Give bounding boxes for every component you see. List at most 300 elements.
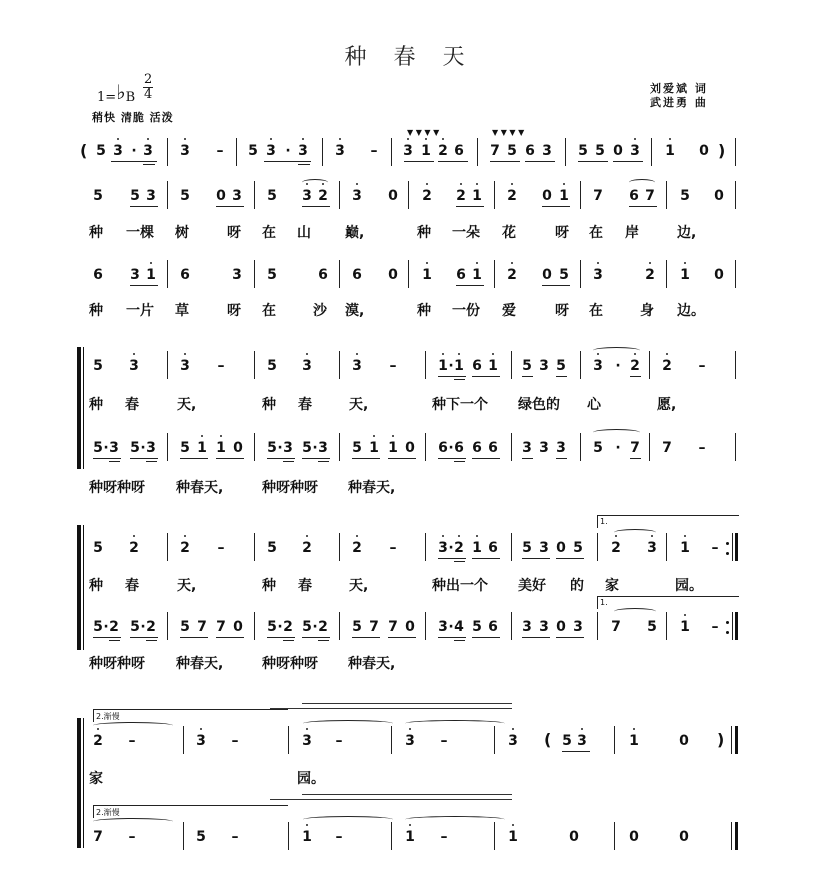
lyricist: 刘爱斌 词 bbox=[650, 82, 708, 95]
note: 5 bbox=[573, 540, 583, 556]
lyric: 呀 bbox=[227, 225, 241, 241]
note: · bbox=[140, 619, 146, 635]
lyric: 绿色的 bbox=[518, 397, 560, 413]
chorus2-upper-notes bbox=[0, 537, 819, 567]
lyric: 心 bbox=[587, 397, 601, 413]
lyric: 园。 bbox=[297, 771, 325, 787]
note: 3 bbox=[300, 358, 314, 374]
note: 2 bbox=[420, 188, 434, 204]
lyric: 天, bbox=[349, 397, 369, 413]
volta-2-lower bbox=[93, 805, 288, 818]
note: · bbox=[312, 440, 318, 456]
note: 2 bbox=[505, 188, 519, 204]
note: 3 bbox=[591, 358, 605, 374]
note: 0 bbox=[679, 733, 689, 749]
note: 0 bbox=[714, 188, 724, 204]
note: 2 bbox=[300, 540, 314, 556]
lyric: 沙 bbox=[313, 303, 327, 319]
note: 1 bbox=[678, 267, 692, 283]
note: 0 bbox=[542, 267, 552, 283]
tie bbox=[405, 720, 505, 727]
note: 3 bbox=[264, 143, 278, 159]
note: 0 bbox=[629, 829, 639, 845]
lyric: 家 bbox=[89, 771, 103, 787]
note: – bbox=[711, 619, 719, 635]
volta-1 bbox=[597, 515, 739, 528]
note: – bbox=[231, 733, 239, 749]
note: 3 bbox=[522, 440, 532, 456]
note: 0 bbox=[405, 619, 415, 635]
note: · bbox=[615, 358, 621, 374]
note: 3 bbox=[506, 733, 520, 749]
verse-line2-lyrics bbox=[0, 300, 819, 330]
note: 7 bbox=[216, 619, 226, 635]
tie bbox=[629, 179, 655, 186]
note: 2 bbox=[283, 619, 293, 635]
chorus2-lower-lyrics bbox=[0, 653, 819, 683]
lyric: 树 bbox=[175, 225, 189, 241]
note: 5 bbox=[647, 619, 657, 635]
note: 2 bbox=[436, 143, 450, 159]
lyric: 天, bbox=[349, 578, 369, 594]
lyric: 春 bbox=[125, 397, 139, 413]
note: 5 bbox=[267, 267, 277, 283]
lyric: 一朵 bbox=[452, 225, 480, 241]
note: 5 bbox=[507, 143, 517, 159]
note: 3 bbox=[232, 188, 242, 204]
note: 5 bbox=[180, 619, 190, 635]
lyric: 草 bbox=[175, 303, 189, 319]
repeat-dot bbox=[726, 542, 729, 545]
note: 1 bbox=[403, 829, 417, 845]
lyric: 呀 bbox=[555, 303, 569, 319]
note: 0 bbox=[388, 188, 398, 204]
note: 1 bbox=[627, 733, 641, 749]
note: 0 bbox=[233, 440, 243, 456]
note: 5 bbox=[302, 440, 312, 456]
note: 2 bbox=[178, 540, 192, 556]
lyric: 家 bbox=[605, 578, 619, 594]
hairpin-line bbox=[270, 708, 512, 709]
note: 1 bbox=[195, 440, 209, 456]
lyric: 边, bbox=[677, 225, 697, 241]
note: – bbox=[698, 358, 706, 374]
note: 0 bbox=[542, 188, 552, 204]
note: · bbox=[103, 619, 109, 635]
lyric: 美好 bbox=[518, 578, 546, 594]
note: 3 bbox=[522, 619, 532, 635]
lyric: 山 bbox=[297, 225, 311, 241]
close-paren: ) bbox=[718, 141, 726, 160]
song-title: 种 春 天 bbox=[344, 45, 475, 70]
note: 2 bbox=[628, 358, 642, 374]
hairpin-line bbox=[270, 799, 512, 800]
note: 1 bbox=[214, 440, 228, 456]
note: 2 bbox=[91, 733, 105, 749]
note: 3 bbox=[628, 143, 642, 159]
lyric: 在 bbox=[589, 225, 603, 241]
note: 3 bbox=[111, 143, 125, 159]
lyric: 种 bbox=[89, 225, 103, 241]
note: 5 bbox=[180, 440, 190, 456]
note: 3 bbox=[178, 143, 192, 159]
note: – bbox=[389, 358, 397, 374]
note: 0 bbox=[405, 440, 415, 456]
verse-line2-notes bbox=[0, 264, 819, 294]
lyric: 种 bbox=[262, 397, 276, 413]
lyric: 花 bbox=[502, 225, 516, 241]
note: 3 bbox=[539, 540, 549, 556]
note: · bbox=[312, 619, 318, 635]
note: 5 bbox=[93, 188, 103, 204]
lyric: 呀 bbox=[227, 303, 241, 319]
note: 0 bbox=[233, 619, 243, 635]
note: – bbox=[389, 540, 397, 556]
key-prefix: 1= bbox=[97, 90, 117, 105]
note: 6 bbox=[488, 619, 498, 635]
note: 3 bbox=[539, 358, 549, 374]
note: 7 bbox=[388, 619, 398, 635]
note: 1 bbox=[557, 188, 571, 204]
close-paren: ) bbox=[717, 730, 725, 749]
note: 5 bbox=[267, 188, 277, 204]
note: 2 bbox=[350, 540, 364, 556]
lyric: 一份 bbox=[452, 303, 480, 319]
lyric: 种出一个 bbox=[432, 578, 488, 594]
verse-line1-notes bbox=[0, 185, 819, 215]
final-barline bbox=[735, 726, 738, 754]
note: 3 bbox=[539, 619, 549, 635]
note: 5 bbox=[267, 619, 277, 635]
note: 5 bbox=[93, 358, 103, 374]
note: – bbox=[711, 540, 719, 556]
note: 5 bbox=[562, 733, 572, 749]
note: 3 bbox=[556, 440, 566, 456]
volta-label: 1. bbox=[600, 517, 608, 526]
note: 5 bbox=[130, 188, 140, 204]
open-paren: ( bbox=[80, 141, 88, 160]
tie bbox=[303, 720, 393, 727]
tie bbox=[405, 816, 505, 823]
repeat-barline bbox=[735, 612, 738, 640]
lyric: 一棵 bbox=[126, 225, 154, 241]
note: 3 bbox=[141, 143, 155, 159]
note: 6 bbox=[352, 267, 362, 283]
note: 7 bbox=[369, 619, 379, 635]
note: 1 bbox=[470, 188, 484, 204]
note: – bbox=[370, 143, 378, 159]
lyric: 一片 bbox=[126, 303, 154, 319]
tempo-marking: 稍快 清脆 活泼 bbox=[92, 111, 174, 124]
lyric: 种 bbox=[89, 397, 103, 413]
lyric: 种春天, bbox=[176, 656, 224, 672]
note: 0 bbox=[556, 619, 566, 635]
repeat-dot bbox=[726, 621, 729, 624]
note: 5 bbox=[130, 619, 140, 635]
note: 0 bbox=[714, 267, 724, 283]
note: 6 bbox=[318, 267, 328, 283]
accent-marks: ▼ ▼ ▼ ▼ bbox=[492, 128, 525, 137]
note: · bbox=[448, 440, 454, 456]
note: 3 bbox=[401, 143, 415, 159]
note: 3 bbox=[403, 733, 417, 749]
note: 6 bbox=[180, 267, 190, 283]
lyric: 种呀种呀 bbox=[89, 480, 145, 496]
note: – bbox=[216, 143, 224, 159]
note: 3 bbox=[542, 143, 552, 159]
note: 3 bbox=[350, 188, 364, 204]
tie bbox=[93, 722, 173, 729]
note: – bbox=[217, 540, 225, 556]
chorus1-lower-notes bbox=[0, 437, 819, 467]
note: 5 bbox=[93, 619, 103, 635]
note: 2 bbox=[109, 619, 119, 635]
chorus2-lower-notes bbox=[0, 616, 819, 646]
verse-line1-lyrics bbox=[0, 222, 819, 252]
note: 1 bbox=[452, 358, 466, 374]
note: 1 bbox=[420, 267, 434, 283]
note: 5 bbox=[472, 619, 482, 635]
note: 5 bbox=[522, 358, 532, 374]
tie bbox=[614, 608, 656, 615]
volta-label: 2.渐慢 bbox=[96, 712, 120, 721]
note: 3 bbox=[575, 733, 589, 749]
note: 4 bbox=[454, 619, 464, 635]
note: · bbox=[448, 619, 454, 635]
note: 1 bbox=[367, 440, 381, 456]
note: 6 bbox=[454, 143, 464, 159]
lyric: 种下一个 bbox=[432, 397, 488, 413]
note: 3 bbox=[438, 619, 448, 635]
volta-2 bbox=[93, 709, 288, 722]
note: 0 bbox=[613, 143, 623, 159]
note: 3 bbox=[318, 440, 328, 456]
lyric: 种 bbox=[89, 303, 103, 319]
note: 5 bbox=[680, 188, 690, 204]
note: 3 bbox=[296, 143, 310, 159]
note: 3 bbox=[300, 188, 314, 204]
note: 5 bbox=[267, 440, 277, 456]
key-note: B bbox=[125, 90, 136, 105]
note: 1 bbox=[506, 829, 520, 845]
note: 5 bbox=[93, 540, 103, 556]
note: 6 bbox=[629, 188, 639, 204]
note: 5 bbox=[593, 440, 603, 456]
note: 3 bbox=[146, 440, 156, 456]
note: 7 bbox=[630, 440, 640, 456]
note: 1 bbox=[663, 143, 677, 159]
lyric: 在 bbox=[262, 303, 276, 319]
note: · bbox=[277, 440, 283, 456]
note: 3 bbox=[300, 733, 314, 749]
note: · bbox=[448, 540, 454, 556]
ending-lower-notes bbox=[0, 826, 819, 856]
lyric: 春 bbox=[298, 578, 312, 594]
note: 1 bbox=[678, 619, 692, 635]
lyric: 园。 bbox=[675, 578, 703, 594]
lyric: 种 bbox=[262, 578, 276, 594]
note: 5 bbox=[522, 540, 532, 556]
tie bbox=[302, 179, 328, 186]
note: · bbox=[140, 440, 146, 456]
note: 0 bbox=[556, 540, 566, 556]
note: 2 bbox=[505, 267, 519, 283]
note: 0 bbox=[216, 188, 226, 204]
note: 5 bbox=[352, 440, 362, 456]
note: 0 bbox=[699, 143, 709, 159]
note: 1 bbox=[386, 440, 400, 456]
key-signature bbox=[97, 82, 135, 106]
note: 3 bbox=[109, 440, 119, 456]
note: 6 bbox=[456, 267, 466, 283]
credits bbox=[650, 82, 708, 110]
note: 5 bbox=[267, 358, 277, 374]
note: – bbox=[440, 829, 448, 845]
note: – bbox=[217, 358, 225, 374]
note: 7 bbox=[662, 440, 672, 456]
tie bbox=[93, 818, 173, 825]
lyric: 春 bbox=[125, 578, 139, 594]
note: 6 bbox=[488, 540, 498, 556]
note: · bbox=[615, 440, 621, 456]
repeat-dot bbox=[726, 552, 729, 555]
lyric: 岸 bbox=[625, 225, 639, 241]
time-top: 2 bbox=[144, 72, 153, 87]
lyric: 在 bbox=[589, 303, 603, 319]
chorus1-lower-lyrics bbox=[0, 477, 819, 507]
chorus1-upper-notes bbox=[0, 355, 819, 385]
final-barline bbox=[735, 822, 738, 850]
note: · bbox=[448, 358, 454, 374]
note: 0 bbox=[569, 829, 579, 845]
lyric: 身 bbox=[640, 303, 654, 319]
note: 5 bbox=[556, 358, 566, 374]
note: 2 bbox=[660, 358, 674, 374]
note: 6 bbox=[472, 358, 482, 374]
note: 5 bbox=[96, 143, 106, 159]
note: 5 bbox=[578, 143, 588, 159]
note: 1 bbox=[144, 267, 158, 283]
note: 7 bbox=[93, 829, 103, 845]
note: 1 bbox=[470, 540, 484, 556]
note: 6 bbox=[488, 440, 498, 456]
note: · bbox=[277, 619, 283, 635]
note: 3 bbox=[436, 540, 450, 556]
lyric: 春 bbox=[298, 397, 312, 413]
note: 7 bbox=[490, 143, 500, 159]
lyric: 呀 bbox=[555, 225, 569, 241]
note: – bbox=[698, 440, 706, 456]
note: 3 bbox=[283, 440, 293, 456]
note: 6 bbox=[454, 440, 464, 456]
note: 1 bbox=[300, 829, 314, 845]
note: 3 bbox=[127, 358, 141, 374]
note: – bbox=[335, 829, 343, 845]
note: 6 bbox=[525, 143, 535, 159]
lyric: 种春天, bbox=[348, 656, 396, 672]
repeat-barline bbox=[735, 533, 738, 561]
chorus1-upper-lyrics bbox=[0, 394, 819, 424]
note: 5 bbox=[248, 143, 258, 159]
lyric: 种呀种呀 bbox=[89, 656, 145, 672]
lyric: 巅, bbox=[345, 225, 365, 241]
lyric: 在 bbox=[262, 225, 276, 241]
tie bbox=[593, 429, 640, 436]
lyric: 愿, bbox=[657, 397, 677, 413]
note: 2 bbox=[127, 540, 141, 556]
note: 2 bbox=[318, 619, 328, 635]
note: 3 bbox=[591, 267, 605, 283]
note: 3 bbox=[178, 358, 192, 374]
composer: 武进勇 曲 bbox=[650, 96, 708, 109]
note: 2 bbox=[609, 540, 623, 556]
note: 3 bbox=[146, 188, 156, 204]
note: 1 bbox=[470, 267, 484, 283]
lyric: 边。 bbox=[677, 303, 705, 319]
note: 1 bbox=[486, 358, 500, 374]
lyric: 天, bbox=[177, 578, 197, 594]
note: 0 bbox=[679, 829, 689, 845]
note: 5 bbox=[93, 440, 103, 456]
time-signature bbox=[143, 73, 153, 102]
lyric: 种呀种呀 bbox=[262, 480, 318, 496]
note: 6 bbox=[93, 267, 103, 283]
note: · bbox=[103, 440, 109, 456]
intro-row bbox=[0, 128, 819, 168]
note: 1 bbox=[436, 358, 450, 374]
ending-upper-lyrics bbox=[0, 768, 819, 798]
lyric: 漠, bbox=[345, 303, 365, 319]
note: – bbox=[440, 733, 448, 749]
note: · bbox=[285, 143, 291, 159]
note: 5 bbox=[180, 188, 190, 204]
tie bbox=[593, 347, 640, 354]
note: 3 bbox=[130, 267, 140, 283]
note: 5 bbox=[267, 540, 277, 556]
tie bbox=[614, 529, 656, 536]
note: 6 bbox=[472, 440, 482, 456]
note: 3 bbox=[232, 267, 242, 283]
note: 3 bbox=[350, 358, 364, 374]
note: 3 bbox=[573, 619, 583, 635]
flat-symbol: ♭ bbox=[116, 80, 126, 104]
lyric: 种春天, bbox=[348, 480, 396, 496]
lyric: 天, bbox=[177, 397, 197, 413]
note: 3 bbox=[194, 733, 208, 749]
note: 1 bbox=[419, 143, 433, 159]
note: 5 bbox=[302, 619, 312, 635]
decrescendo-hairpin bbox=[302, 703, 512, 704]
note: 0 bbox=[388, 267, 398, 283]
open-paren: ( bbox=[544, 730, 552, 749]
lyric: 种呀种呀 bbox=[262, 656, 318, 672]
lyric: 种 bbox=[417, 303, 431, 319]
note: – bbox=[231, 829, 239, 845]
note: 2 bbox=[643, 267, 657, 283]
lyric: 种 bbox=[89, 578, 103, 594]
note: 3 bbox=[645, 540, 659, 556]
lyric: 种 bbox=[417, 225, 431, 241]
note: 7 bbox=[197, 619, 207, 635]
note: 3 bbox=[539, 440, 549, 456]
lyric: 种春天, bbox=[176, 480, 224, 496]
accent-marks: ▼ ▼ ▼ ▼ bbox=[407, 128, 440, 137]
note: 5 bbox=[196, 829, 206, 845]
volta-label: 2.渐慢 bbox=[96, 808, 120, 817]
note: 6 bbox=[438, 440, 448, 456]
repeat-dot bbox=[726, 631, 729, 634]
note: 2 bbox=[146, 619, 156, 635]
